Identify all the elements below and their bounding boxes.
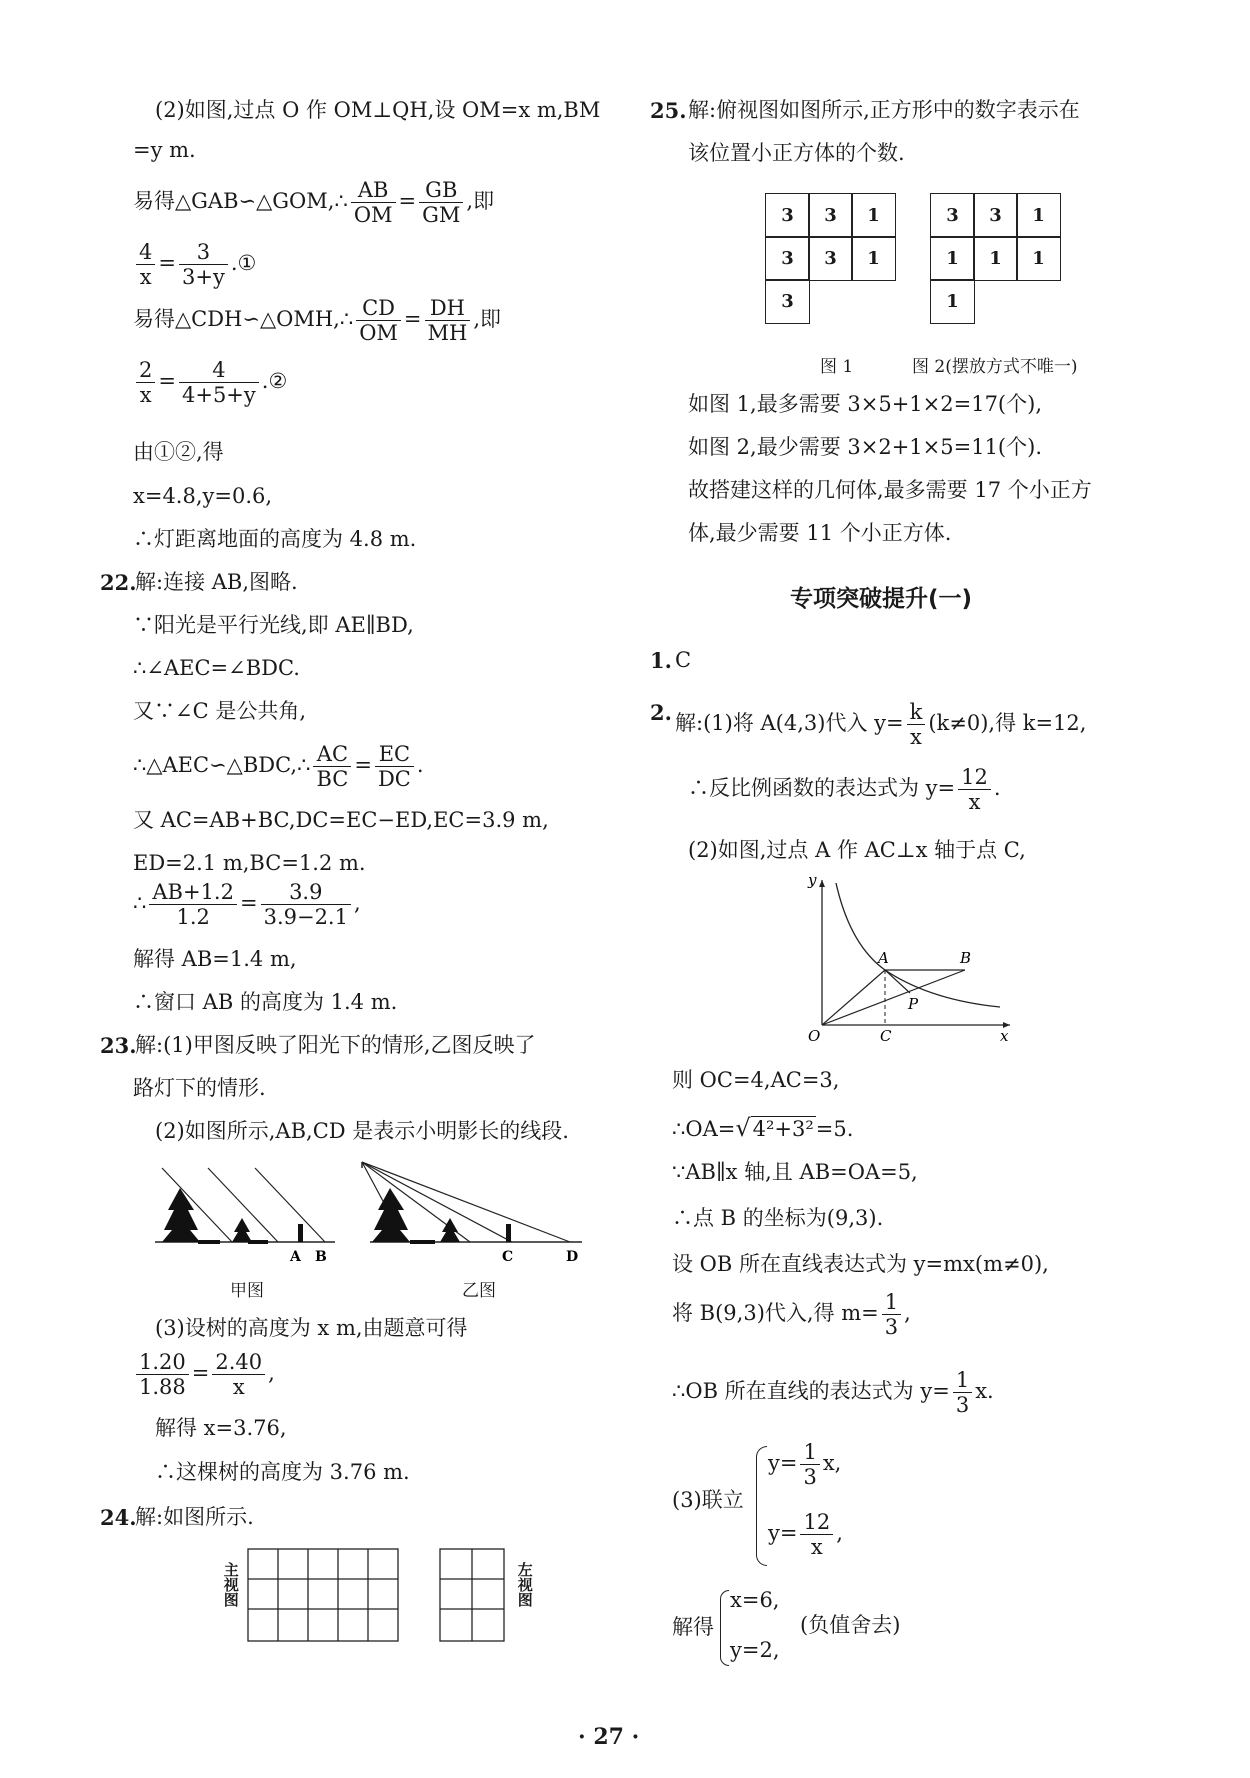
function-graph (800, 871, 1020, 1045)
q25-line-1: 解:俯视图如图所示,正方形中的数字表示在 (688, 98, 1080, 122)
q22-line-1: 解:连接 AB,图略. (135, 570, 298, 594)
three-views-figure (218, 1547, 538, 1647)
q23-line-5: $\frac{1.20}{1.88}$ = $\frac{2.40}{x}$ , (133, 1350, 275, 1399)
caption-jia: 甲图 (230, 1281, 264, 1301)
q22-line-8: ∴ $\frac{AB+1.2}{1.2}$ = $\frac{3.9}{3.9-2.1}$ , (133, 880, 361, 930)
q23-line-1: 解:(1)甲图反映了阳光下的情形,乙图反映了 (135, 1033, 536, 1057)
q25-line-5: 故搭建这样的几何体,最多需要 17 个小正方 (688, 478, 1092, 502)
label-d: D (566, 1249, 579, 1265)
item-1-answer: C (675, 648, 692, 672)
question-number-24: 24. (100, 1505, 137, 1530)
q22-line-10: ∴窗口 AB 的高度为 1.4 m. (133, 990, 398, 1014)
fraction: $\frac{AB}{OM}$ (351, 178, 396, 227)
grid-cell: 1 (1016, 236, 1061, 281)
item-2-line-7: ∴点 B 的坐标为(9,3). (672, 1206, 884, 1230)
section-title: 专项突破提升(一) (790, 586, 973, 612)
axis-label-y: y (808, 871, 817, 889)
q24-line-1: 解:如图所示. (135, 1505, 254, 1529)
fraction: $\frac{AB+1.2}{1.2}$ (149, 880, 237, 929)
left-line-3: 易得△GAB∽△GOM,∴ $\frac{AB}{OM}$ = $\frac{GB}{GM}$ ,即 (133, 178, 495, 228)
left-line-7: 由①②,得 (133, 440, 224, 464)
label-c: C (502, 1249, 514, 1265)
q22-line-9: 解得 AB=1.4 m, (133, 947, 297, 971)
q25-line-2: 该位置小正方体的个数. (688, 141, 905, 165)
fraction: $\frac{AC}{BC}$ (313, 742, 351, 791)
grid-cell: 1 (930, 236, 975, 281)
grid-cell: 1 (1016, 193, 1061, 238)
left-line-5: 易得△CDH∽△OMH,∴ $\frac{CD}{OM}$ = $\frac{DH}{MH}$ ,即 (133, 296, 502, 346)
q22-line-5: ∴△AEC∽△BDC,∴ $\frac{AC}{BC}$ = $\frac{EC}{DC}$ . (133, 742, 424, 792)
fraction: $\frac{DH}{MH}$ (425, 296, 471, 345)
fraction: $\frac{CD}{OM}$ (356, 296, 401, 345)
fraction: $\frac{2.40}{x}$ (212, 1350, 265, 1399)
fraction: $\frac{EC}{DC}$ (375, 742, 414, 791)
item-2-line-9: 将 B(9,3)代入,得 m= $\frac{1}{3}$ , (672, 1290, 911, 1340)
q22-line-3: ∴∠AEC=∠BDC. (133, 656, 300, 680)
brace (756, 1446, 767, 1566)
grid-cell: 3 (930, 193, 975, 238)
left-line-6: $\frac{2}{x}$ = $\frac{4}{4+5+y}$ .② (133, 358, 287, 407)
page-number: · 27 · (578, 1724, 640, 1750)
fraction: $\frac{12}{x}$ (800, 1510, 833, 1559)
item-2-line-8: 设 OB 所在直线表达式为 y=mx(m≠0), (672, 1252, 1049, 1276)
axis-label-x: x (1000, 1027, 1009, 1045)
point-label-b: B (960, 949, 972, 967)
question-number-22: 22. (100, 570, 137, 595)
caption-yi: 乙图 (462, 1281, 496, 1301)
q23-line-6: 解得 x=3.76, (155, 1416, 287, 1440)
grid-cell: 3 (765, 236, 810, 281)
left-view-label: 左视图 (515, 1562, 534, 1607)
fraction: $\frac{k}{x}$ (907, 700, 926, 749)
grid-cell: 3 (765, 279, 810, 324)
q22-line-7: ED=2.1 m,BC=1.2 m. (133, 851, 366, 875)
grid-cell: 1 (851, 236, 896, 281)
left-line-4: $\frac{4}{x}$ = $\frac{3}{3+y}$ .① (133, 240, 256, 289)
label-b: B (315, 1249, 327, 1265)
left-line-9: ∴灯距离地面的高度为 4.8 m. (133, 527, 417, 551)
q25-line-6: 体,最少需要 11 个小正方体. (688, 521, 952, 545)
fraction: $\frac{2}{x}$ (136, 358, 155, 407)
q23-line-4: (3)设树的高度为 x m,由题意可得 (155, 1316, 468, 1340)
point-label-p: P (908, 995, 919, 1013)
grid-cell: 1 (930, 279, 975, 324)
origin-label: O (808, 1027, 821, 1045)
q25-line-3: 如图 1,最多需要 3×5+1×2=17(个), (688, 392, 1042, 416)
item-2-line-1: 解:(1)将 A(4,3)代入 y= $\frac{k}{x}$ (k≠0),得 k=12, (675, 700, 1087, 750)
system-equation-2: y= $\frac{12}{x}$ , (768, 1510, 843, 1560)
grid-cell: 3 (765, 193, 810, 238)
fraction: $\frac{3.9}{3.9-2.1}$ (261, 880, 351, 929)
fraction: $\frac{12}{x}$ (958, 765, 991, 814)
left-line-2: =y m. (133, 138, 196, 162)
q23-line-3: (2)如图所示,AB,CD 是表示小明影长的线段. (155, 1119, 569, 1143)
system-equation-1: y= $\frac{1}{3}$ x, (768, 1440, 842, 1490)
point-label-a: A (878, 949, 889, 967)
grid-cell: 1 (851, 193, 896, 238)
solution-note: (负值舍去) (800, 1613, 901, 1637)
grid-cell: 1 (973, 236, 1018, 281)
grid-cell: 3 (808, 193, 853, 238)
shadow-figures (150, 1158, 590, 1268)
left-line-1: (2)如图,过点 O 作 OM⊥QH,设 OM=x m,BM (155, 98, 601, 122)
label-a: A (290, 1249, 301, 1265)
fraction: $\frac{4}{x}$ (136, 240, 155, 289)
q22-line-6: 又 AC=AB+BC,DC=EC−ED,EC=3.9 m, (133, 808, 549, 832)
fraction: $\frac{1}{3}$ (800, 1440, 819, 1489)
brace (720, 1590, 729, 1666)
point-label-c: C (880, 1027, 892, 1045)
item-number-2: 2. (650, 700, 672, 725)
main-view-label: 主视图 (221, 1562, 240, 1607)
question-number-23: 23. (100, 1033, 137, 1058)
item-2-line-4: 则 OC=4,AC=3, (672, 1068, 840, 1092)
item-2-line-12-label: 解得 (672, 1615, 714, 1639)
item-2-line-5: ∴OA=√4²+3²=5. (672, 1114, 854, 1142)
item-2-line-3: (2)如图,过点 A 作 AC⊥x 轴于点 C, (688, 838, 1026, 862)
item-2-line-6: ∵AB∥x 轴,且 AB=OA=5, (672, 1160, 918, 1184)
q23-line-2: 路灯下的情形. (133, 1076, 266, 1100)
q22-line-4: 又∵∠C 是公共角, (133, 699, 307, 723)
fraction: $\frac{1}{3}$ (953, 1368, 972, 1417)
grid-cell: 3 (973, 193, 1018, 238)
grid-cell: 3 (808, 236, 853, 281)
fraction: $\frac{1.20}{1.88}$ (136, 1350, 189, 1399)
q22-line-2: ∵阳光是平行光线,即 AE∥BD, (133, 613, 414, 637)
fraction: $\frac{1}{3}$ (882, 1290, 901, 1339)
caption-figure-2: 图 2(摆放方式不唯一) (912, 357, 1078, 377)
fraction: $\frac{4}{4+5+y}$ (179, 358, 259, 407)
solution-x: x=6, (730, 1588, 780, 1612)
solution-y: y=2, (730, 1638, 780, 1662)
fraction: $\frac{3}{3+y}$ (179, 240, 228, 289)
q25-line-4: 如图 2,最少需要 3×2+1×5=11(个). (688, 435, 1042, 459)
item-2-line-10: ∴OB 所在直线的表达式为 y= $\frac{1}{3}$ x. (672, 1368, 994, 1418)
left-line-8: x=4.8,y=0.6, (133, 484, 273, 508)
item-number-1: 1. (650, 648, 672, 673)
item-2-line-2: ∴反比例函数的表达式为 y= $\frac{12}{x}$ . (688, 765, 1001, 815)
q23-line-7: ∴这棵树的高度为 3.76 m. (155, 1460, 410, 1484)
caption-figure-1: 图 1 (820, 357, 854, 377)
question-number-25: 25. (650, 98, 687, 123)
fraction: $\frac{GB}{GM}$ (419, 178, 463, 227)
item-2-line-11-label: (3)联立 (672, 1488, 744, 1512)
